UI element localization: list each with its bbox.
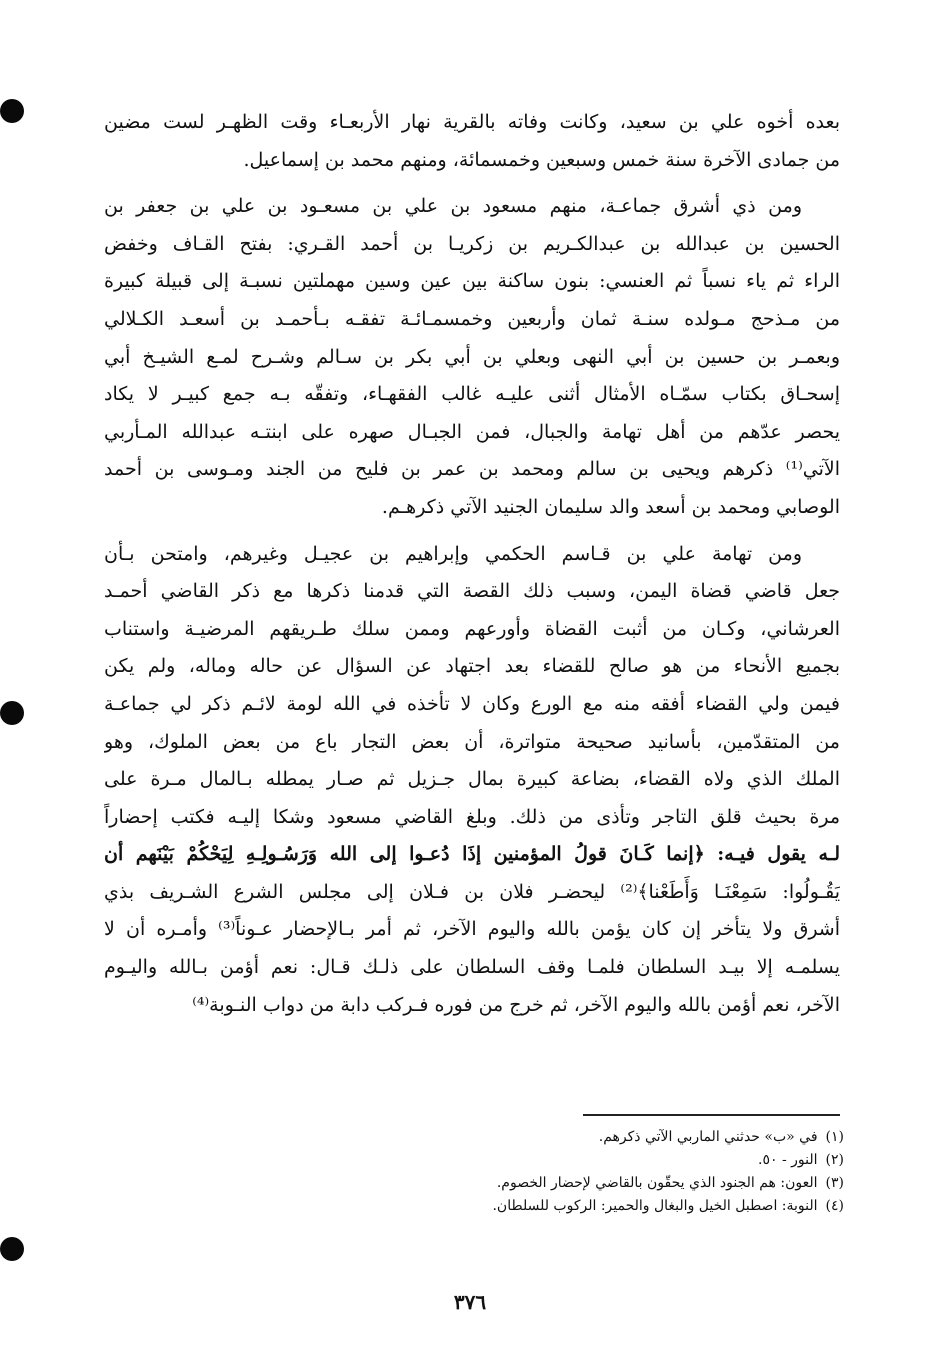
footnote — [360, 1126, 844, 1149]
text-line: إسحـاق بكتاب سمّـاه الأمثال أثنى عليـه غالب الفقهـاء، وتفقّه بـه جمع كبيـر لا يكاد — [104, 383, 840, 406]
text-line: يَقُـولُوا: سَمِعْنَـا وَأَطَعْنا﴾⁽²⁾ ليحضـر فلان بن فـلان إلى مجلس الشرع الشـريف بذي — [104, 880, 840, 903]
text-line: الراء ثم ياء نسباً ثم العنسي: بنون ساكنة بين عين وسين مهملتين نسبـة إلى قبيلة كبيرة — [104, 270, 840, 293]
text-line: فيمن ولي القضاء أفقه منه مع الورع وكان لا تأخذه في الله لومة لائـم ذكر لي جماعـة — [104, 692, 840, 715]
footnote — [360, 1195, 844, 1218]
text-line: يحصر عدّهم من أهل تهامة والجبال، فمن الجبـال صهره على ابنتـه عبدالله المـأربي — [104, 420, 840, 443]
binder-hole-bottom — [0, 1237, 24, 1261]
text-line: ومن ذي أشرق جماعـة، منهم مسعود بن علي بن مسعـود بن علي بن جعفر بن — [104, 195, 802, 218]
quran-verse-line: لـه يقول فيـه: ﴿إنما كَـانَ قولُ المؤمنين إذَا دُعـوا إلى الله وَرَسُـولِـهِ لِيَحْكُمْ بَيْنَهم أن — [104, 843, 840, 866]
text-line: من المتقدّمين، بأسانيد صحيحة متواترة، أن بعض التجار باع من بعض الملوك، وهو — [104, 730, 840, 753]
footnote — [360, 1149, 844, 1172]
text-line: وبعمـر بن حسين بن أبي النهى وبعلي بن أبي بكر بن سـالم وشـرح لمـع الشيـخ أبي — [104, 345, 840, 368]
footnote — [360, 1172, 844, 1195]
footnote-text: النوبة: اصطبل الخيل والبغال والحمير: الركوب للسلطان. — [492, 1198, 818, 1214]
text-line: جعل قاضي قضاة اليمن، وسبب ذلك القصة التي قدمنا ذكرها مع ذكر القاضي أحمـد — [104, 580, 840, 603]
footnote-number: (١) — [825, 1129, 844, 1145]
binder-hole-top — [0, 99, 24, 123]
text-line: مرة بحيث قلق التاجر وتأذى من ذلك. وبلغ القاضي مسعود وشكا إليـه فكتب إحضاراً — [104, 805, 840, 828]
text-line: بعده أخوه علي بن سعيد، وكانت وفاته بالقرية نهار الأربعـاء وقت الظهـر لست مضين — [104, 111, 840, 133]
text-line: الملك الذي ولاه القضاء، بضاعة كبيرة بمال جـزيل ثم صـار يمطله بـالمال مـرة على — [104, 768, 840, 791]
text-line: الآخر، نعم أؤمن بالله واليوم الآخر، ثم خرج من فوره فـركب دابة من دواب النـوبة⁽⁴⁾ — [192, 993, 840, 1016]
text-line: من مـذحج مـولده سنـة ثمان وأربعين وخمسمـائـة تفقـه بـأحمـد بن أسعـد الكـلالي — [104, 307, 840, 330]
text-line: الوصابي ومحمد بن أسعد والد سليمان الجنيد الآتي ذكرهـم. — [381, 495, 840, 518]
footnote-divider — [583, 1114, 840, 1116]
footnote-text: في «ب» حدثني الماربي الآتي ذكرهم. — [598, 1129, 818, 1145]
footnote-number: (٣) — [825, 1175, 844, 1191]
text-line: من جمادى الآخرة سنة خمس وسبعين وخمسمائة، ومنهم محمد بن إسماعيل. — [243, 148, 840, 171]
text-line: الحسين بن عبدالله بن عبدالكـريم بن زكريـا بن أحمد القـري: بفتح القـاف وخفض — [104, 232, 840, 255]
text-line: العرشاني، وكـان من أثبت القضاة وأورعهم وممن سلك طـريقهم المرضيـة واستناب — [104, 617, 840, 640]
footnote-text: النور - ٥٠. — [758, 1152, 818, 1168]
text-line: بجميع الأنحاء من هو صالح للقضاء بعد اجتهاد عن السؤال عن حاله وماله، ولم يكن — [104, 655, 840, 678]
footnotes — [360, 1126, 844, 1218]
main-text — [104, 104, 840, 1024]
footnote-text: العون: هم الجنود الذي يحقّون بالقاضي لإحضار الخصوم. — [496, 1175, 818, 1191]
text-line: يسلمـه إلا بيـد السلطان فلمـا وقف السلطان على ذلـك قـال: نعم أؤمن بـالله واليـوم — [104, 956, 840, 979]
page-number: ٣٧٦ — [453, 1290, 487, 1314]
text-line: ومن تهامة علي بن قـاسم الحكمي وإبراهيم بن عجيـل وغيرهم، وامتحن بـأن — [104, 542, 802, 565]
text-line: أشرق ولا يتأخر إن كان يؤمن بالله واليوم الآخر، ثم أمر بـالإحضار عـوناً⁽³⁾ وأمـره أن لا — [104, 918, 840, 941]
binder-hole-middle — [0, 701, 24, 725]
footnote-number: (٢) — [825, 1152, 844, 1168]
text-line: الآتي⁽¹⁾ ذكرهم ويحيى بن سالم ومحمد بن عمر بن فليح من الجند ومـوسى بن أحمد — [104, 458, 840, 481]
footnote-number: (٤) — [825, 1198, 844, 1214]
